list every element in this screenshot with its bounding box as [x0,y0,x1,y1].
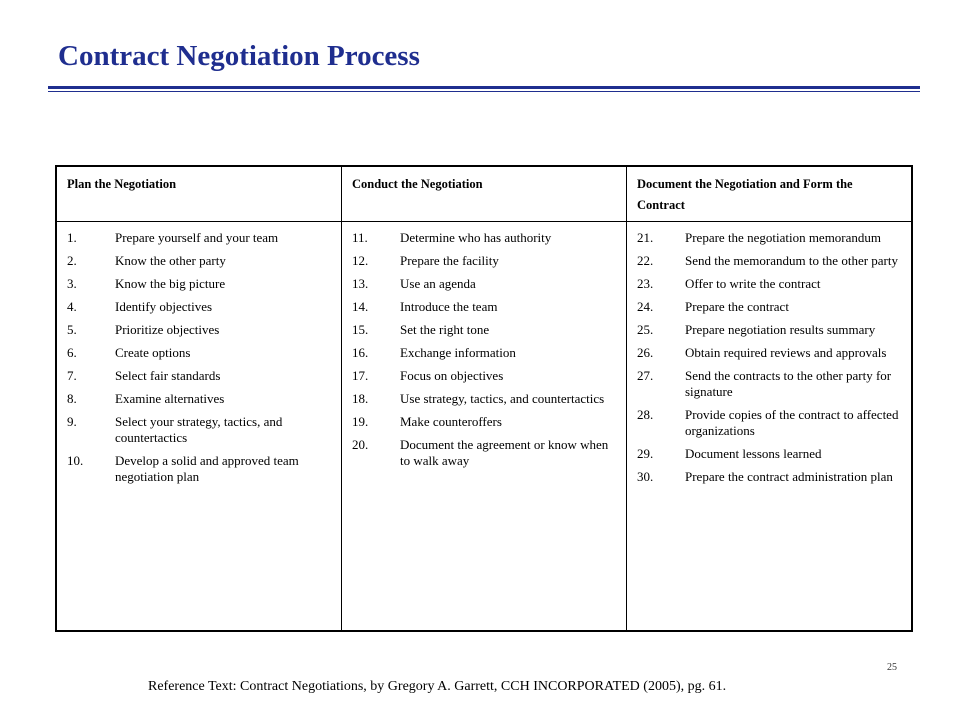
list-item [637,469,903,485]
step-number: 14. [352,299,369,314]
step-text: Document the agreement or know when to walk away [400,437,609,468]
list-item [637,322,903,338]
step-text: Develop a solid and approved team negotiation plan [115,453,299,484]
step-text: Know the big picture [115,276,226,291]
step-text: Examine alternatives [115,391,225,406]
step-text: Prepare negotiation results summary [685,322,876,337]
list-item [67,453,333,485]
step-number: 21. [637,230,654,245]
step-text: Identify objectives [115,299,213,314]
step-text: Use strategy, tactics, and countertactics [400,391,605,406]
step-number: 2. [67,253,77,268]
list-item [67,345,333,361]
step-text: Send the contracts to the other party for signature [685,368,892,399]
step-number: 1. [67,230,77,245]
step-number: 18. [352,391,369,406]
page-number: 25 [887,662,897,673]
step-number: 26. [637,345,654,360]
step-number: 16. [352,345,369,360]
list-item [637,230,903,246]
step-text: Provide copies of the contract to affected organizations [685,407,899,438]
step-number: 20. [352,437,369,452]
step-number: 4. [67,299,77,314]
step-number: 9. [67,414,77,429]
column-body-conduct [342,222,627,630]
list-item [67,299,333,315]
list-item [67,230,333,246]
step-number: 7. [67,368,77,383]
document-steps-list [627,222,911,485]
step-text: Select fair standards [115,368,221,383]
list-item [352,368,618,384]
step-number: 8. [67,391,77,406]
step-number: 29. [637,446,654,461]
step-number: 10. [67,453,84,468]
step-number: 27. [637,368,654,383]
step-number: 15. [352,322,369,337]
list-item [352,230,618,246]
step-number: 6. [67,345,77,360]
step-text: Prepare the facility [400,253,499,268]
step-number: 28. [637,407,654,422]
title-underline-thin [48,91,920,92]
column-header-document: Document the Negotiation and Form the Contract [627,167,911,222]
list-item [637,299,903,315]
step-text: Focus on objectives [400,368,504,383]
list-item [67,368,333,384]
step-text: Set the right tone [400,322,490,337]
step-number: 11. [352,230,368,245]
step-text: Prioritize objectives [115,322,220,337]
list-item [67,414,333,446]
list-item [352,437,618,469]
list-item [67,322,333,338]
step-number: 22. [637,253,654,268]
page-title: Contract Negotiation Process [58,40,420,72]
step-text: Prepare the contract administration plan [685,469,893,484]
list-item [352,322,618,338]
column-header-conduct: Conduct the Negotiation [342,167,627,222]
reference-text: Reference Text: Contract Negotiations, by Gregory A. Garrett, CCH INCORPORATED (2005), pg. 61. [148,679,727,694]
step-text: Document lessons learned [685,446,822,461]
step-text: Prepare yourself and your team [115,230,279,245]
list-item [67,276,333,292]
column-body-plan [57,222,342,630]
step-number: 19. [352,414,369,429]
list-item [352,276,618,292]
step-text: Know the other party [115,253,226,268]
step-text: Send the memorandum to the other party [685,253,899,268]
step-number: 13. [352,276,369,291]
step-number: 23. [637,276,654,291]
list-item [352,391,618,407]
step-text: Create options [115,345,191,360]
step-text: Introduce the team [400,299,498,314]
list-item [637,446,903,462]
list-item [637,345,903,361]
list-item [67,391,333,407]
list-item [352,345,618,361]
negotiation-process-table [55,165,913,632]
conduct-steps-list [342,222,626,469]
step-text: Offer to write the contract [685,276,821,291]
list-item [352,414,618,430]
step-number: 17. [352,368,369,383]
column-body-document [627,222,911,630]
list-item [637,276,903,292]
step-text: Use an agenda [400,276,476,291]
step-number: 3. [67,276,77,291]
step-text: Make counteroffers [400,414,502,429]
step-text: Prepare the contract [685,299,789,314]
title-underline-thick [48,86,920,89]
list-item [67,253,333,269]
step-number: 30. [637,469,654,484]
list-item [352,299,618,315]
list-item [637,368,903,400]
list-item [637,407,903,439]
step-text: Obtain required reviews and approvals [685,345,887,360]
step-number: 5. [67,322,77,337]
step-text: Prepare the negotiation memorandum [685,230,882,245]
list-item [352,253,618,269]
step-text: Select your strategy, tactics, and countertactics [115,414,283,445]
column-header-plan: Plan the Negotiation [57,167,342,222]
step-text: Exchange information [400,345,516,360]
step-number: 12. [352,253,369,268]
step-number: 24. [637,299,654,314]
list-item [637,253,903,269]
step-text: Determine who has authority [400,230,552,245]
plan-steps-list [57,222,341,485]
step-number: 25. [637,322,654,337]
